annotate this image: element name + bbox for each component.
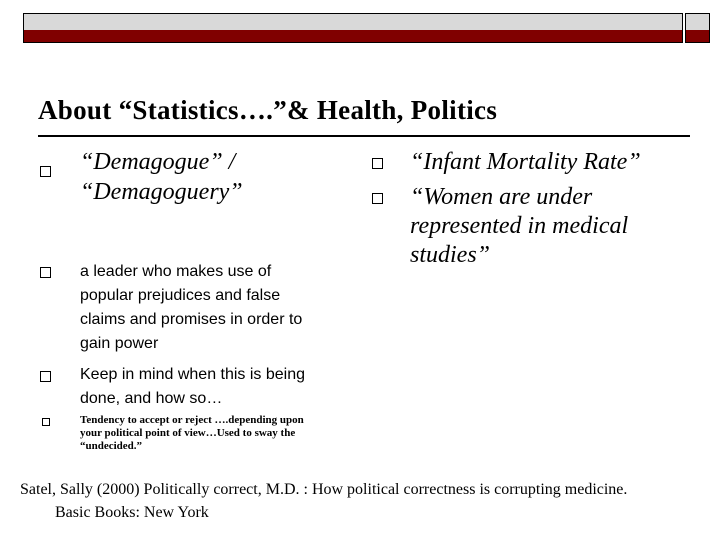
bullet-icon [372,158,383,169]
bullet-icon [40,166,51,177]
definition-line-2: popular prejudices and false [80,287,281,304]
header-band-fill [24,14,682,30]
keep-in-mind-text [80,363,305,411]
women-underrepresented-text [410,183,628,270]
bullet-icon [40,371,51,382]
header-band [23,13,683,43]
citation-line-2: Basic Books: New York [55,504,209,521]
definition-text [80,260,302,356]
slide-title: About “Statistics….”& Health, Politics [38,95,498,125]
definition-line-1: a leader who makes use of [80,263,272,280]
tendency-line-3: “undecided.” [80,440,143,452]
header-band-end-block [685,13,710,43]
infant-mortality-text [410,147,641,177]
keep-in-mind-line-2: done, and how so… [80,390,223,407]
bullet-icon [372,193,383,204]
definition-line-3: claims and promises in order to [80,311,303,328]
women-line-2: represented in medical [410,213,629,239]
definition-line-4: gain power [80,335,159,352]
header-band-end-stripe [686,30,709,42]
infant-mortality-line: “Infant Mortality Rate” [410,149,641,175]
demagogue-line-2: “Demagoguery” [80,179,243,205]
women-line-3: studies” [410,242,491,268]
header-band-stripe [24,30,682,42]
tendency-text [80,414,304,453]
title-underline [38,135,690,137]
demagogue-line-1: “Demagogue” / [80,149,236,175]
bullet-icon [40,267,51,278]
tendency-line-2: your political point of view…Used to sway the [80,427,296,439]
header-band-end-fill [686,14,709,30]
tendency-line-1: Tendency to accept or reject ….depending upon [80,414,304,426]
demagogue-heading [80,147,243,207]
citation [20,478,720,524]
women-line-1: “Women are under [410,184,593,210]
citation-line-1: Satel, Sally (2000) Politically correct, M.D. : How political correctness is corrupting medicine. [20,481,628,498]
bullet-icon [42,418,50,426]
keep-in-mind-line-1: Keep in mind when this is being [80,366,306,383]
